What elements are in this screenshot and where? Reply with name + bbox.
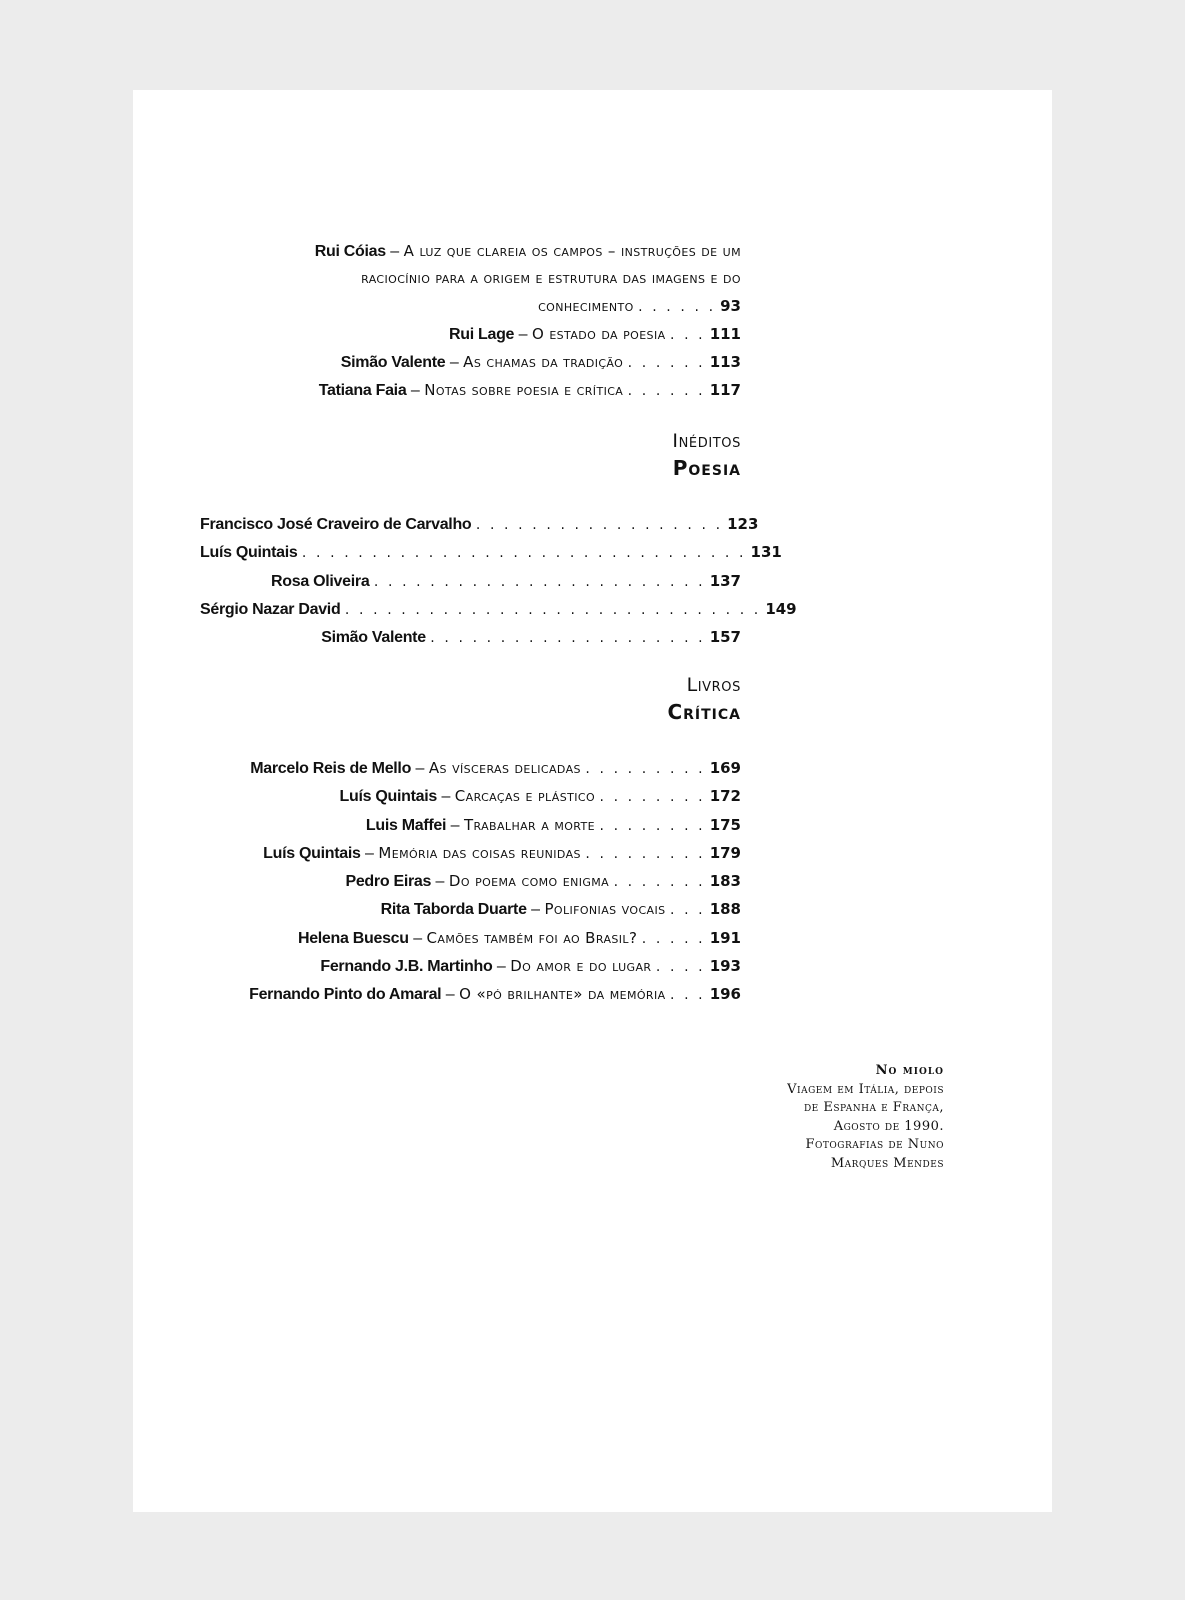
page-number: 123	[727, 515, 759, 533]
entry-author: Pedro Eiras	[345, 873, 432, 891]
toc-entry: Pedro Eiras – Do poema como enigma . . . . . . . 183	[345, 872, 741, 891]
page-number: 196	[709, 985, 741, 1004]
entry-author: Tatiana Faia	[318, 382, 407, 400]
section-heading-livros	[200, 672, 741, 726]
note-line: de Espanha e França,	[803, 1100, 944, 1116]
entry-author: Sérgio Nazar David	[200, 600, 341, 618]
leader-dots: . . . . . .	[627, 383, 706, 400]
entry-author: Luís Quintais	[339, 788, 437, 806]
page-number: 111	[709, 324, 741, 343]
leader-dots: . . . . . . . . .	[585, 845, 706, 862]
page-number: 169	[709, 759, 741, 777]
toc-entry: Rita Taborda Duarte – Polifonias vocais . . . 188	[380, 900, 741, 919]
leader-dots: . . . . . . . .	[599, 789, 706, 806]
note-line: Agosto de 1990.	[833, 1118, 944, 1134]
toc-entry	[200, 624, 741, 652]
toc-entry: Rui Lage – O estado da poesia . . . 111	[448, 324, 741, 343]
note-line: Marques Mendes	[830, 1155, 944, 1171]
page-number: 188	[709, 900, 741, 919]
page-number: 149	[765, 599, 797, 618]
leader-dots: . . . . . . . . . . . . . . . . . . . .	[430, 630, 706, 647]
toc-entry	[200, 539, 782, 567]
page-number: 172	[709, 787, 741, 806]
entry-author: Simão Valente	[321, 629, 426, 647]
page-number: 191	[709, 928, 741, 947]
entry-author: Rui Cóias	[314, 243, 386, 260]
leader-dots: . . . . . . . . . . . . . . . . . . . . . . . .	[373, 573, 706, 590]
entry-author: Luís Quintais	[263, 844, 361, 862]
entry-author: Luis Maffei	[365, 816, 447, 834]
entry-title: Do poema como enigma	[448, 872, 610, 891]
toc-entry	[200, 511, 759, 539]
entry-title: Polifonias vocais	[544, 900, 666, 919]
page-number: 179	[709, 843, 741, 862]
leader-dots: . . .	[669, 987, 706, 1004]
page-number: 113	[709, 353, 741, 372]
leader-dots: . . . . . . . .	[599, 817, 706, 834]
toc-entry: Fernando Pinto do Amaral – O «pó brilhante» da memória . . . 196	[249, 985, 741, 1004]
page-number: 157	[709, 628, 741, 647]
entry-title: conhecimento	[538, 296, 634, 315]
leader-dots: . . . .	[655, 959, 706, 976]
entry-title: Memória das coisas reunidas	[378, 843, 581, 862]
page-number: 137	[709, 571, 741, 590]
toc-entry-continued	[200, 265, 741, 292]
entry-title: Trabalhar a morte	[463, 815, 596, 834]
entry-title: Notas sobre poesia e crítica	[424, 381, 624, 400]
entry-title: Do amor e do lugar	[510, 957, 652, 976]
entry-title: As chamas da tradição	[463, 353, 624, 372]
leader-dots: . . .	[669, 902, 706, 919]
entry-author: Rita Taborda Duarte	[380, 901, 527, 919]
entry-author: Helena Buescu	[297, 929, 409, 947]
entry-author: Marcelo Reis de Mello	[250, 760, 412, 777]
page-number: 131	[750, 543, 782, 562]
section-label: Livros	[686, 674, 741, 696]
entry-title: Carcaças e plástico	[454, 787, 596, 806]
toc-entry: Helena Buescu – Camões também foi ao Brasil? . . . . . 191	[297, 928, 741, 947]
toc-entry: Luís Quintais – Memória das coisas reunidas . . . . . . . . . 179	[263, 843, 741, 862]
entry-author: Fernando Pinto do Amaral	[249, 986, 442, 1004]
leader-dots: . . . . . . .	[613, 874, 706, 891]
leader-dots: . . . . .	[641, 930, 706, 947]
note-heading: No miolo	[875, 1063, 944, 1078]
section-title: Crítica	[667, 700, 741, 724]
toc-entry: Fernando J.B. Martinho – Do amor e do lugar . . . . 193	[320, 957, 741, 976]
section-heading-ineditos	[200, 428, 741, 482]
entry-title: Camões também foi ao Brasil?	[426, 928, 638, 947]
entry-title: raciocínio para a origem e estrutura das imagens e do	[361, 269, 741, 288]
toc-entry: Tatiana Faia – Notas sobre poesia e crítica . . . . . . 117	[318, 381, 741, 400]
note-line: Viagem em Itália, depois	[787, 1081, 944, 1097]
section-label: Inéditos	[672, 430, 741, 452]
entry-title: O estado da poesia	[531, 324, 666, 343]
page-number: 93	[720, 296, 741, 315]
toc-essays	[200, 238, 741, 406]
toc-entry	[200, 568, 741, 596]
section-title: Poesia	[672, 456, 741, 480]
toc-entry: Luis Maffei – Trabalhar a morte . . . . . . . . 175	[365, 815, 741, 834]
entry-author: Fernando J.B. Martinho	[320, 958, 493, 976]
toc-entry-continued	[200, 293, 741, 321]
entry-author: Francisco José Craveiro de Carvalho	[200, 516, 472, 533]
page-number: 183	[709, 872, 741, 891]
page-number: 175	[709, 815, 741, 834]
toc-entry: Simão Valente – As chamas da tradição . . . . . . 113	[340, 353, 741, 372]
entry-title: O «pó brilhante» da memória	[459, 985, 666, 1004]
leader-dots: . . . . . .	[638, 298, 716, 315]
entry-author: Simão Valente	[340, 354, 446, 372]
leader-dots: . . . . . . . . .	[585, 761, 706, 777]
leader-dots: . . . . . . . . . . . . . . . . . . . . . . . . . . . . . .	[344, 601, 761, 618]
entry-title: A luz que clareia os campos – instruções de um	[403, 242, 741, 260]
leader-dots: . . . . . . . . . . . . . . . . . . . . . . . . . . . . . . . .	[301, 545, 747, 562]
entry-author: Luís Quintais	[200, 544, 298, 562]
entry-author: Rui Lage	[448, 325, 515, 343]
toc-entry: Luís Quintais – Carcaças e plástico . . . . . . . . 172	[339, 787, 741, 806]
toc-poesia	[200, 511, 797, 652]
entry-title: As vísceras delicadas	[428, 759, 581, 777]
toc-entry: Marcelo Reis de Mello – As vísceras delicadas . . . . . . . . . 169	[250, 759, 741, 777]
toc-entry: Rui Cóias – A luz que clareia os campos – instruções de um	[314, 242, 741, 260]
toc-critica	[150, 755, 741, 1010]
page-number: 117	[709, 381, 741, 400]
leader-dots: . . . . . .	[627, 355, 706, 372]
note-line: Fotografias de Nuno	[805, 1137, 944, 1153]
toc-entry	[200, 596, 797, 624]
page-number: 193	[709, 957, 741, 976]
entry-author: Rosa Oliveira	[271, 572, 370, 590]
leader-dots: . . .	[669, 326, 706, 343]
leader-dots: . . . . . . . . . . . . . . . . . .	[475, 517, 723, 533]
photo-credit-note	[740, 1062, 944, 1174]
